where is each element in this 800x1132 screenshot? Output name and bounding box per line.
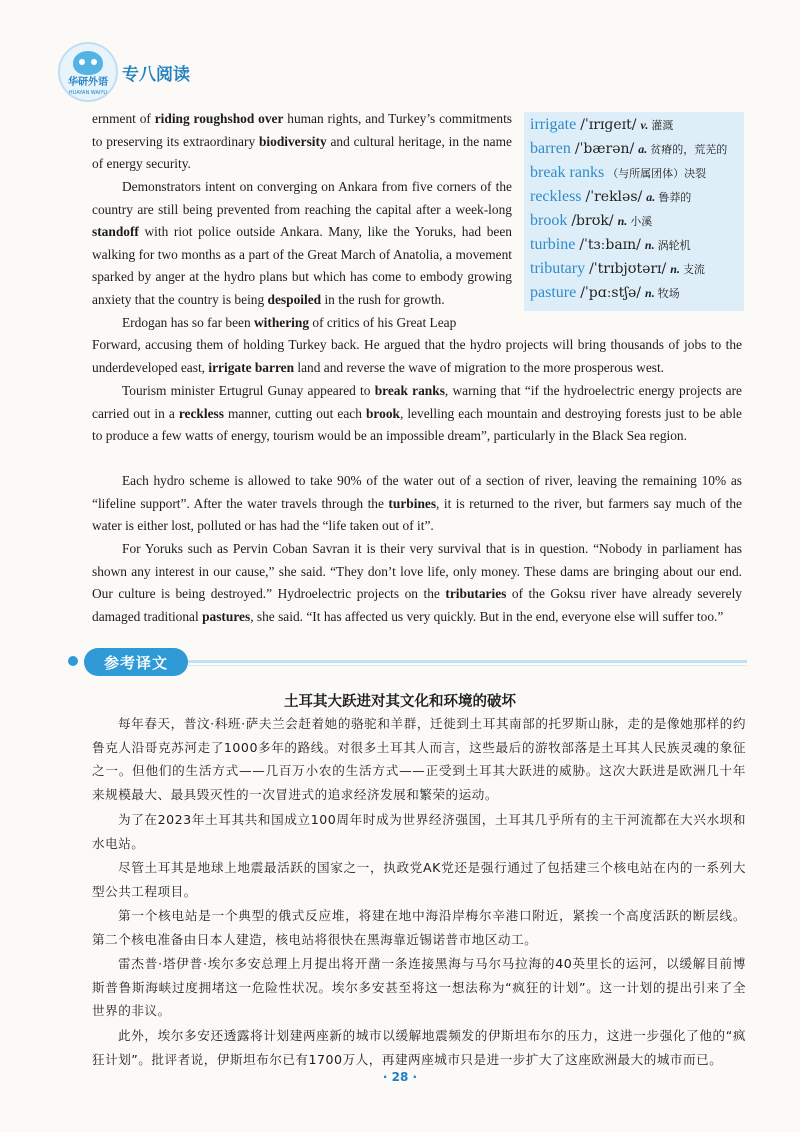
- section-divider: [112, 665, 747, 666]
- translation-paragraph-4: 第一个核电站是一个典型的俄式反应堆，将建在地中海沿岸梅尔辛港口附近，紧挨一个高度活跃的断层线。第二个核电准备由日本人建造，核电站将很快在黑海靠近锡诺普市地区动工。: [92, 908, 746, 947]
- keyword: irrigate barren: [208, 359, 295, 375]
- keyword: standoff: [92, 224, 139, 240]
- keyword: pastures: [202, 608, 251, 624]
- vocab-item: break ranks （与所属团体）决裂: [530, 164, 707, 181]
- reference-badge: [84, 648, 188, 676]
- header: [58, 42, 758, 96]
- section-title: 专八阅读: [122, 65, 190, 85]
- vocabulary-box: [524, 112, 744, 311]
- page-number: · 28 ·: [382, 1070, 418, 1084]
- keyword: riding roughshod over: [154, 111, 284, 126]
- reference-label: 参考译文: [103, 654, 168, 672]
- section-divider: [112, 660, 747, 663]
- keyword: break ranks: [374, 383, 445, 398]
- translation-paragraph-6: 此外，埃尔多安还透露将计划建两座新的城市以缓解地震频发的伊斯坦布尔的压力，这进一步强化了他的“疯狂计划”。批评者说，伊斯坦布尔已有1700万人，再建两座城市只是进一步扩大了这座欧洲最大的城市而已。: [92, 1028, 746, 1067]
- translation-paragraph-3: 尽管土耳其是地球上地震最活跃的国家之一，执政党AK党还是强行通过了包括建三个核电站在内的一系列大型公共工程项目。: [92, 860, 746, 899]
- keyword: tributaries: [445, 586, 507, 602]
- decorative-dot: [68, 656, 78, 666]
- vocab-item: brook /brʊk/ n. 小溪: [530, 212, 653, 229]
- keyword: reckless: [178, 405, 224, 421]
- keyword: turbines: [388, 495, 437, 511]
- paragraph-4: Tourism minister Ertugrul Gunay appeared to break ranks, warning that “if the hydroelectric energy projects are carried out in a reckless manner, cutting out each brook, levelling each mountain and destroying forests just to be able to produce a few watts of energy, tourism would be an impossible dream”, particularly in the Black Sea region.: [92, 383, 742, 444]
- paragraph-6: For Yoruks such as Pervin Coban Savran it is their very survival that is in question. “Nobody in parliament has shown any interest in our cause,” she said. “They don’t love life, only money. These dams are bringing about our end. Our culture is being destroyed.” Hydroelectric projects on the tributaries of the Goksu river have already severely damaged traditional pastures, she said. “It has affected us very quickly. But in the end, everyone else will suffer too.”: [92, 541, 742, 624]
- mascot-icon: [73, 51, 103, 75]
- paragraph-3-line-1: Erdogan has so far been withering of critics of his Great Leap: [122, 315, 457, 330]
- logo-subtext: HUAYAN WAIYU: [68, 90, 108, 96]
- vocab-item: irrigate /ˈɪrɪɡeɪt/ v. 灌溉: [530, 116, 674, 133]
- translation-paragraph-5: 雷杰普·塔伊普·埃尔多安总理上月提出将开凿一条连接黑海与马尔马拉海的40英里长的运河，以缓解目前博斯普鲁斯海峡过度拥堵这一危险性状况。埃尔多安甚至将这一想法称为“疯狂的计划”。这一计划的提出引来了全世界的非议。: [92, 956, 746, 1019]
- paragraph-3: Forward, accusing them of holding Turkey back. He argued that the hydro projects will bring thousands of jobs to the underdeveloped east, irrigate barren land and reverse the wave of migration to the more prosperous west.: [92, 337, 742, 375]
- vocab-item: barren /ˈbærən/ a. 贫瘠的，荒芜的: [530, 140, 728, 157]
- paragraph-1: ernment of riding roughshod over human rights, and Turkey’s commitments to preserving its extraordinary biodiversity and cultural heritage, in the name of energy security.: [92, 111, 513, 172]
- logo-text: 华研外语: [68, 77, 108, 88]
- keyword: despoiled: [267, 291, 322, 307]
- paragraph-2: Demonstrators intent on converging on Ankara from five corners of the country are still being prevented from reaching the capital after a week-long standoff with riot police outside Ankara. Many, like the Yoruks, had been walking for two months as a part of the Great March of Anatolia, a movement sparked by anger at the hydro plans but which has come to embody growing anxiety that the country is being despoiled in the rush for growth.: [92, 179, 512, 307]
- vocab-item: reckless /ˈrekləs/ a. 鲁莽的: [530, 188, 692, 205]
- translation-paragraph-1: 每年春天，普汶·科班·萨夫兰会赶着她的骆驼和羊群，迁徙到土耳其南部的托罗斯山脉，走的是像她那样的约鲁克人沿哥克苏河走了1000多年的路线。对很多土耳其人而言，这些最后的游牧部落是土耳其人民族灵魂的象征之一。但他们的生活方式——几百万小农的生活方式——正受到土耳其大跃进的威胁。这次大跃进是欧洲几十年来规模最大、最具毁灭性的一次冒进式的追求经济发展和繁荣的运动。: [92, 716, 746, 803]
- vocab-item: turbine /ˈtɜːbaɪn/ n. 涡轮机: [530, 236, 691, 253]
- translation-title: 土耳其大跃进对其文化和环境的破坏: [284, 694, 516, 710]
- keyword: brook: [365, 405, 400, 421]
- vocab-item: pasture /ˈpɑːstʃə/ n. 牧场: [530, 284, 680, 301]
- publisher-logo: [58, 42, 118, 102]
- translation-paragraph-2: 为了在2023年土耳其共和国成立100周年时成为世界经济强国，土耳其几乎所有的主干河流都在大兴水坝和水电站。: [92, 812, 746, 851]
- paragraph-5: Each hydro scheme is allowed to take 90% of the water out of a section of river, leaving the remaining 10% as “lifeline support”. After the water travels through the turbines, it is returned to the river, but farmers say much of the water is either lost, polluted or has had the “life taken out of it”.: [92, 473, 743, 534]
- keyword: biodiversity: [258, 133, 327, 149]
- keyword: withering: [254, 315, 310, 330]
- vocab-item: tributary /ˈtrɪbjʊtərɪ/ n. 支流: [530, 260, 705, 277]
